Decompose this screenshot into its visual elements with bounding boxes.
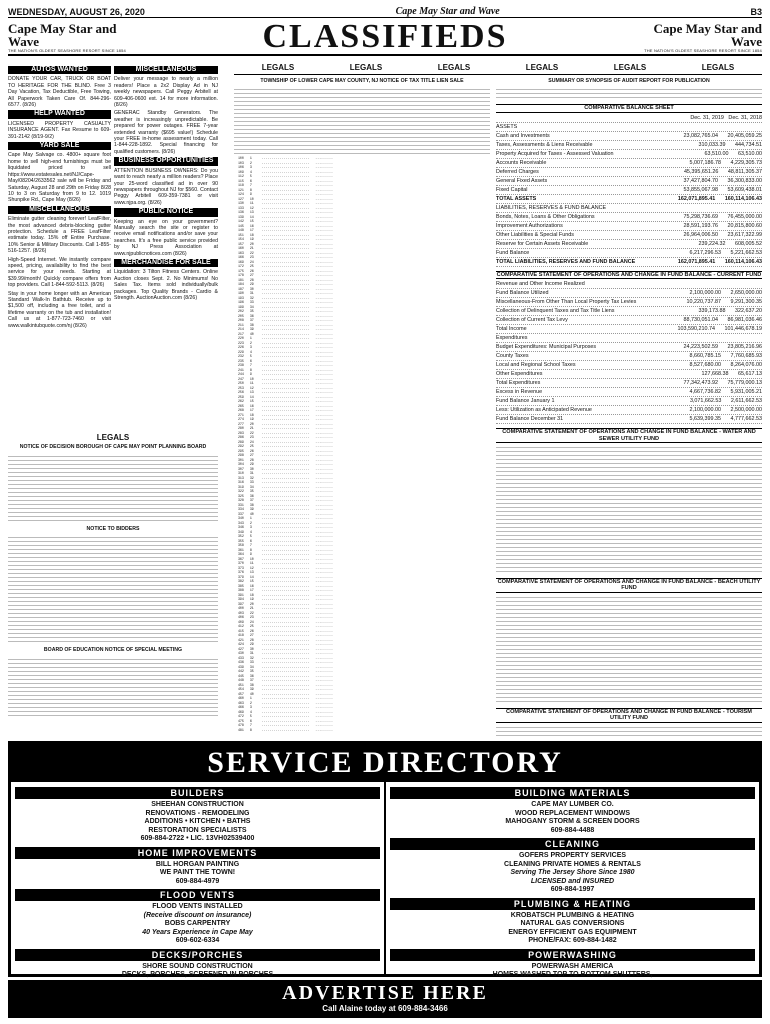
audit-row: [496, 361, 762, 370]
service-listing-line: FLOOD VENTS INSTALLED: [152, 903, 243, 910]
section-header-autos: AUTOS WANTED: [8, 66, 111, 74]
advertise-banner: [8, 980, 762, 1018]
ad-text: Cape May Salvage co. 4800+ square foot home to sell high-end furnishings must be liquidated priced to sell https://www.estatesales.net/NJ/Cape-May/08204/2633562 sale will be Friday and Saturday, August 28 and 29th on Friday 8/28 10 to 3 on Saturday from 9 to 12. 1019 Shunpike Rd., Cape May (8/26): [8, 152, 111, 204]
audit-value-2019: 26,964,006.50: [683, 231, 719, 238]
audit-value-2018: 9,291,300.35: [730, 299, 762, 306]
audit-value-2019: 8,527,680.00: [689, 362, 722, 369]
audit-row-label: Accounts Receivable: [496, 159, 547, 166]
audit-row: [496, 325, 762, 334]
legals-header-bar: [234, 63, 762, 75]
ad-text: Liquidation: 3 Tilton Fitness Centers. Online Auction closes Sept. 2. No Minimums! No Sales Tax. Items sold individually/bulk packages. Top Quality Brands - Cardio & Strength. AuctionAuction.com (8/26): [114, 269, 218, 301]
section-header-misc: MISCELLANEOUS: [8, 206, 111, 214]
audit-row-label: Improvement Authorizations: [496, 222, 563, 229]
audit-liability-rows: [496, 204, 762, 267]
audit-section-header: COMPARATIVE STATEMENT OF OPERATIONS AND CHANGE IN FUND BALANCE - TOURISM UTILITY FUND: [496, 708, 762, 723]
service-listing-line: LICENSED and INSURED: [530, 877, 615, 885]
audit-value-2018: 2,500,000.00: [730, 407, 762, 414]
service-listing-line: 609-884-2722 • LIC. 13VH02539400: [140, 835, 255, 842]
audit-row-label: Fund Balance: [496, 249, 530, 256]
audit-intro: [496, 86, 762, 100]
tax-lien-intro: [234, 86, 490, 156]
service-listing-line: ENERGY EFFICIENT GAS EQUIPMENT: [508, 928, 637, 936]
service-listing-line: PHONE/FAX: 609-884-1482: [528, 937, 617, 944]
audit-row-label: Collection of Current Tax Levy: [496, 317, 568, 324]
audit-row-label: Other Liabilities & Special Funds: [496, 231, 574, 238]
audit-row: [496, 132, 762, 141]
classified-column-2: [114, 64, 218, 424]
audit-value-2019: 5,639,399.35: [689, 416, 722, 423]
audit-value-2019: 63,510.00: [704, 150, 729, 157]
audit-row: [496, 204, 762, 213]
service-category-header: BUILDERS: [15, 787, 380, 799]
audit-row-label: Fund Balance January 1: [496, 398, 555, 405]
service-listing-line: 40 Years Experience in Cape May: [142, 928, 253, 936]
audit-value-2018: 48,811,305.37: [727, 168, 762, 175]
service-category-header: DECKS/PORCHES: [15, 949, 380, 961]
tax-lien-title: TOWNSHIP OF LOWER CAPE MAY COUNTY, NJ NOTICE OF TAX TITLE LIEN SALE: [260, 78, 464, 84]
service-listing-line: BILL HORGAN PAINTING: [155, 860, 240, 868]
audit-section-header: COMPARATIVE BALANCE SHEET: [496, 104, 762, 112]
audit-value-2018: 444,734.51: [735, 141, 762, 148]
audit-value-2018: 322,637.20: [735, 308, 762, 315]
audit-value-2018: 75,779,000.13: [727, 380, 762, 387]
audit-row-label: Revenue and Other Income Realized: [496, 281, 585, 288]
audit-row: [496, 379, 762, 388]
service-listing-line: BOBS CARPENTRY: [164, 920, 231, 927]
audit-row: [496, 415, 762, 424]
audit-value-2018: 5,221,662.53: [730, 249, 762, 256]
section-header-misc: MISCELLANEOUS: [114, 66, 218, 74]
service-category-header: FLOOD VENTS: [15, 889, 380, 901]
audit-value-2018: 4,229,305.73: [730, 159, 762, 166]
audit-water-sewer-block: [496, 444, 762, 574]
service-listing-line: CAPE MAY LUMBER CO.: [531, 801, 614, 808]
audit-row-label: Fund Balance Utilized: [496, 290, 549, 297]
audit-row: [496, 298, 762, 307]
audit-year-row: Dec. 31, 2019 Dec. 31, 2018: [496, 114, 762, 123]
audit-row: [496, 150, 762, 159]
audit-row: [496, 249, 762, 258]
audit-row-label: Taxes, Assessments & Liens Receivable: [496, 141, 593, 148]
audit-value-2019: 53,855,067.98: [683, 186, 719, 193]
audit-value-2018: 5,931,005.21: [730, 389, 762, 396]
audit-value-2019: 2,100,000.00: [689, 407, 722, 414]
audit-row: [496, 123, 762, 132]
legal-heading: NOTICE TO BIDDERS: [86, 525, 140, 532]
advertise-phone: Call Alaine today at 609-884-3466: [322, 1004, 448, 1013]
service-category-header: HOME IMPROVEMENTS: [15, 847, 380, 859]
section-header-public-notice: PUBLIC NOTICE: [114, 208, 218, 216]
audit-row: [496, 213, 762, 222]
service-listing-line: DECKS, PORCHES, SCREENED IN PORCHES: [121, 971, 274, 978]
audit-row-label: Less: Utilization as Anticipated Revenue: [496, 407, 592, 414]
audit-value-2018: 160,114,106.43: [724, 258, 762, 265]
audit-section-header: COMPARATIVE STATEMENT OF OPERATIONS AND CHANGE IN FUND BALANCE - WATER AND SEWER UTILITY FUND: [496, 428, 762, 443]
audit-value-2019: 2,100,000.00: [689, 290, 722, 297]
legals-label: LEGALS: [349, 63, 383, 72]
service-listing-line: CLEANING PRIVATE HOMES & RENTALS: [504, 860, 641, 868]
audit-value-2018: 23,805,216.96: [727, 344, 762, 351]
service-listing-line: 609-602-6334: [175, 937, 220, 944]
legal-text-block: [8, 656, 218, 716]
classified-column-1: [8, 64, 111, 424]
ad-text: LICENSED PROPERTY CASUALTY INSURANCE AGENT. Fax Resume to 609-391-2142 (8/19-9/2): [8, 120, 111, 140]
audit-row: [496, 388, 762, 397]
audit-title: SUMMARY OR SYNOPSIS OF AUDIT REPORT FOR PUBLICATION: [548, 78, 710, 84]
legals-label: LEGALS: [96, 433, 130, 442]
legals-label: LEGALS: [437, 63, 471, 72]
section-header-merchandise: MERCHANDISE FOR SALE: [114, 259, 218, 267]
page-number: B3: [750, 6, 762, 17]
audit-value-2019: 88,730,051.04: [683, 317, 719, 324]
audit-value-2018: 65,617.13: [738, 371, 762, 378]
audit-value-2018: 63,510.00: [738, 150, 762, 157]
service-listing-line: ADDITIONS • KITCHEN • BATHS: [144, 818, 251, 825]
audit-row-label: Collection of Delinquent Taxes and Tax Title Liens: [496, 308, 615, 315]
paper-name: Cape May Star and Wave: [395, 6, 500, 17]
audit-value-2019: 162,071,895.41: [677, 195, 716, 202]
ad-text: Keeping an eye on your government? Manually search the site or register to receive email notifications and/or save your searches. It's a free public service provided by NJ Press Association at www.njpublicnotices.com (8/26): [114, 218, 218, 257]
audit-value-2018: 2,650,000.00: [730, 290, 762, 297]
service-category-header: BUILDING MATERIALS: [390, 787, 755, 799]
audit-row-label: Other Expenditures: [496, 371, 543, 378]
audit-value-2019: 24,223,502.59: [683, 344, 719, 351]
service-listing-line: (Receive discount on insurance): [143, 911, 252, 919]
legal-text-block: [8, 534, 218, 644]
audit-value-2019: 162,071,895.41: [677, 258, 716, 265]
service-listing-line: Serving The Jersey Shore Since 1980: [510, 869, 635, 876]
audit-row-label: General Fixed Assets: [496, 177, 548, 184]
ad-text: GENERAC Standby Generators. The weather is increasingly unpredictable. Be prepared for power outages. FREE 7-year extended warranty ($695 value!) Schedule your FREE in-home assessment today. Call 1-844-228-1892. Special financing for qualified customers. (8/26): [114, 110, 218, 155]
audit-value-2018: 101,446,678.19: [724, 326, 762, 333]
audit-value-2019: 4,667,736.82: [689, 389, 722, 396]
audit-tourism-block: [496, 724, 762, 738]
audit-value-2019: 3,071,662.53: [689, 398, 722, 405]
service-directory: [8, 741, 762, 977]
audit-row-label: Total Expenditures: [496, 380, 541, 387]
audit-value-2018: 53,609,438.01: [727, 186, 762, 193]
audit-row-label: Total Income: [496, 326, 527, 333]
audit-row-label: TOTAL ASSETS: [496, 195, 537, 202]
page-header-bar: [8, 6, 762, 18]
legals-label: LEGALS: [701, 63, 735, 72]
service-listing-line: SHORE SOUND CONSTRUCTION: [142, 962, 253, 970]
audit-value-2019: 23,082,765.04: [683, 132, 719, 139]
service-listing-line: POWERWASH AMERICA: [531, 962, 614, 970]
audit-row: [496, 397, 762, 406]
service-listing-line: SHEEHAN CONSTRUCTION: [151, 801, 244, 808]
audit-row: [496, 168, 762, 177]
tax-lien-notice: [234, 78, 490, 738]
issue-date: WEDNESDAY, AUGUST 26, 2020: [8, 6, 145, 17]
audit-row-label: Excess in Revenue: [496, 389, 543, 396]
masthead-logo-right: Cape May Star and Wave THE NATION'S OLDEST SEASHORE RESORT SINCE 1854: [644, 20, 762, 53]
service-listing-line: 609-884-4979: [175, 877, 220, 885]
audit-beach-block: [496, 594, 762, 704]
service-category-header: POWERWASHING: [390, 949, 755, 961]
audit-row: [496, 141, 762, 150]
legals-label: LEGALS: [525, 63, 559, 72]
audit-row: [496, 343, 762, 352]
ad-text: Eliminate gutter cleaning forever! LeafFilter, the most advanced debris-blocking gutter protection. Schedule a FREE LeafFilter estimate today. 15% off Entire Purchase. 10% Senior & Military Discounts. Call 1-855-516-1257. (8/26): [8, 216, 111, 255]
audit-row-label: ASSETS: [496, 123, 518, 130]
masthead: [8, 20, 762, 56]
audit-row: [496, 231, 762, 240]
audit-row-label: LIABILITIES, RESERVES & FUND BALANCE: [496, 204, 607, 211]
audit-value-2019: 239,224.32: [698, 240, 726, 247]
audit-row-label: Budget Expenditures: Municipal Purposes: [496, 344, 597, 351]
audit-row-label: Local and Regional School Taxes: [496, 362, 576, 369]
audit-row-label: Expenditures: [496, 335, 528, 342]
audit-operations-rows: [496, 280, 762, 424]
page-title: CLASSIFIEDS: [262, 18, 508, 55]
service-listing-line: HOMES WASHED TOP TO BOTTOM SHUTTERS,: [492, 971, 653, 978]
audit-row: [496, 352, 762, 361]
audit-value-2018: 20,815,800.60: [727, 222, 762, 229]
audit-value-2019: 339,173.88: [698, 308, 726, 315]
audit-row: [496, 159, 762, 168]
service-category-header: PLUMBING & HEATING: [390, 898, 755, 910]
audit-row: [496, 307, 762, 316]
audit-row-label: TOTAL LIABILITIES, RESERVES AND FUND BALANCE: [496, 258, 636, 265]
service-directory-title: SERVICE DIRECTORY: [11, 744, 759, 782]
service-listing-line: RESTORATION SPECIALISTS: [148, 826, 247, 834]
tax-lien-table: 100 1 ........................ ......... 103 2 ........................ ......... 106 3 ........................ ......... 109 4 ........................ ......... 112 5 ........................ ......... 115 6 ........................ ......... 118 7 ........................ ......... 121 8 ........................ ......... 124 9 ........................ ......... 127 10 ........................ ......... 130 11 ........................ ......... 133 12 ........................ ......... 136 13 ........................ ......... 139 14 ........................ ......... 142 15 ........................ ......... 145 16 ........................ ......... 148 17 ........................ ......... 151 18 ........................ ......... 154 19 ........................ ......... 157 20 ........................ ......... 160 21 ........................ ......... 163 22 ........................ ......... 166 23 ........................ ......... 169 24 ........................ ......... 172 25 ........................ ......... 175 26 ........................ ......... 178 27 ........................ ......... 181 28 ........................ ......... 184 29 ........................ ......... 187 30 ........................ ......... 190 31 ........................ ......... 193 32 ........................ ......... 196 33 ........................ ......... 199 34 ........................ ......... 202 35 ........................ ......... 205 36 ........................ ......... 208 37 ........................ ......... 211 38 ........................ ......... 214 39 ........................ ......... 217 40 ........................ ......... 220 1 ........................ ......... 223 2 ........................ ......... 226 3 ........................ ......... 229 4 ........................ ......... 232 5 ........................ ......... 235 6 ........................ ......... 238 7 ........................ ......... 241 8 ........................ ......... 244 9 ........................ ......... 247 10 ........................ ......... 250 11 ........................ ......... 253 12 ........................ ......... 256 13 ........................ ......... 259 14 ........................ ......... 262 15 ........................ ......... 265 16 ........................ ......... 268 17 ........................ ......... 271 18 ........................ ......... 274 19 ........................ ......... 277 20 ........................ ......... 280 21 ........................ ......... 283 22 ........................ ......... 286 23 ........................ ......... 289 24 ........................ ......... 292 25 ........................ ......... 295 26 ........................ ......... 298 27 ........................ ......... 301 28 ........................ ......... 304 29 ........................ ......... 307 30 ........................ ......... 310 31 ........................ ......... 313 32 ........................ ......... 316 33 ........................ ......... 319 34 ........................ ......... 322 35 ........................ ......... 325 36 ........................ ......... 328 37 ........................ ......... 331 38 ........................ ......... 334 39 ........................ ......... 337 40 ........................ ......... 340 1 ........................ ......... 343 2 ........................ ......... 346 3 ........................ ......... 349 4 ........................ ......... 352 5 ........................ ......... 355 6 ........................ ......... 358 7 ........................ ......... 361 8 ........................ ......... 364 9 ........................ ......... 367 10 ........................ ......... 370 11 ........................ ......... 373 12 ........................ ......... 376 13 ........................ ......... 379 14 ........................ ......... 382 15 ........................ ......... 385 16 ........................ ......... 388 17 ........................ ......... 391 18 ........................ ......... 394 19 ........................ ......... 397 20 ........................ ......... 400 21 ........................ ......... 403 22 ........................ ......... 406 23 ........................ ......... 409 24 ........................ ......... 412 25 ........................ ......... 415 26 ........................ ......... 418 27 ........................ ......... 421 28 ........................ ......... 424 29 ........................ ......... 427 30 ........................ ......... 430 31 ........................ ......... 433 32 ........................ ......... 436 33 ........................ ......... 439 34 ........................ ......... 442 35 ........................ ......... 445 36 ........................ ......... 448 37 ........................ ......... 451 38 ........................ ......... 454 39 ........................ ......... 457 40 ........................ ......... 460 1 ........................ ......... 463 2 ........................ ......... 466 3 ........................ ......... 469 4 ........................ ......... 472 5 ........................ ......... 475 6 ........................ ......... 478 7 ........................ ......... 481 8 ........................ .........: [237, 156, 333, 732]
audit-row: [496, 280, 762, 289]
legal-heading: NOTICE OF DECISION BOROUGH OF CAPE MAY POINT PLANNING BOARD: [19, 444, 207, 451]
service-listing-line: 609-884-1997: [550, 886, 595, 893]
audit-value-2018: 160,114,106.43: [724, 195, 762, 202]
audit-row: [496, 289, 762, 298]
audit-value-2019: 310,033.39: [698, 141, 726, 148]
audit-row: [496, 316, 762, 325]
audit-row: [496, 195, 762, 204]
audit-row: [496, 370, 762, 379]
service-column-right: [386, 782, 759, 976]
audit-row: [496, 222, 762, 231]
audit-row-label: Fund Balance December 31: [496, 416, 564, 423]
audit-row: [496, 186, 762, 195]
ad-text: Deliver your message to nearly a million readers! Place a 2x2 Display Ad in NJ weekly newspapers. Call Peggy Arbitell at 609-406-0600 ext. 14 for more information. (8/26): [114, 76, 218, 109]
audit-row-label: Miscellaneous-From Other Than Local Property Tax Levies: [496, 299, 637, 306]
ad-text: High-Speed Internet. We instantly compare speed, pricing, availability to find the best service for your needs. Starting at $39.99/month! Quickly compare offers from top providers. Call 1-844-592-5113. (8/26): [8, 256, 111, 289]
audit-value-2018: 76,455,000.00: [727, 213, 762, 220]
advertise-title: ADVERTISE HERE: [282, 982, 488, 1004]
service-listing-line: WE PAINT THE TOWN!: [159, 869, 236, 876]
audit-value-2018: 86,981,036.46: [727, 317, 762, 324]
legal-text-block: [8, 453, 218, 523]
section-header-help: HELP WANTED: [8, 110, 111, 118]
ad-text: Stay in your home longer with an American Standard Walk-In Bathtub. Receive up to $1,500 off, including a free toilet, and a lifetime warranty on the tub and installation! Call us at 1-877-723-7460 or visit www.walkintubquote.com/nj (8/26): [8, 290, 111, 329]
legals-label: LEGALS: [261, 63, 295, 72]
service-category-header: CLEANING: [390, 838, 755, 850]
audit-value-2018: 2,611,662.53: [730, 398, 762, 405]
section-header-business: BUSINESS OPPORTUNITIES: [114, 157, 218, 165]
audit-value-2018: 36,300,833.00: [727, 177, 762, 184]
audit-row: [496, 240, 762, 249]
audit-row-label: Deferred Charges: [496, 168, 539, 175]
audit-value-2019: 28,591,193.76: [683, 222, 719, 229]
audit-value-2018: 608,005.52: [735, 240, 762, 247]
audit-value-2018: 7,760,685.93: [730, 353, 762, 360]
audit-report: [496, 78, 762, 738]
audit-value-2019: 8,660,785.15: [689, 353, 722, 360]
audit-row-label: Property Acquired for Taxes - Assessed Valuation: [496, 150, 614, 157]
legal-heading: BOARD OF EDUCATION NOTICE OF SPECIAL MEETING: [43, 647, 183, 654]
ad-text: ATTENTION BUSINESS OWNERS: Do you want to reach nearly a million readers? Place your 25-word classified ad in over 90 newspapers throughout NJ for $560. Contact Peggy Arbitell 609-359-7381 or visit www.njpa.org. (8/26): [114, 167, 218, 206]
service-listing-line: NATURAL GAS CONVERSIONS: [520, 920, 625, 927]
service-listing-line: KROBATSCH PLUMBING & HEATING: [510, 911, 635, 919]
service-listing-line: RENOVATIONS - REMODELING: [145, 809, 250, 817]
audit-section-header: COMPARATIVE STATEMENT OF OPERATIONS AND CHANGE IN FUND BALANCE - CURRENT FUND: [496, 271, 762, 278]
service-listing-line: 609-884-4488: [550, 826, 595, 834]
audit-value-2019: 103,590,210.74: [677, 326, 716, 333]
audit-balance-rows: [496, 123, 762, 204]
audit-value-2019: 5,007,186.78: [689, 159, 722, 166]
audit-row-label: Reserve for Certain Assets Receivable: [496, 240, 589, 247]
section-header-yard-sale: YARD SALE: [8, 142, 111, 150]
masthead-logo-left: Cape May Star and Wave THE NATION'S OLDEST SEASHORE RESORT SINCE 1854: [8, 20, 126, 53]
audit-value-2018: 20,405,059.25: [727, 132, 762, 139]
service-listing-line: MAHOGANY STORM & SCREEN DOORS: [505, 818, 640, 825]
audit-value-2019: 127,668.38: [701, 371, 729, 378]
legals-left-block: [8, 432, 218, 738]
audit-row-label: Bonds, Notes, Loans & Other Obligations: [496, 213, 595, 220]
audit-row: [496, 406, 762, 415]
audit-value-2019: 75,298,736.69: [683, 213, 719, 220]
audit-row-label: County Taxes: [496, 353, 529, 360]
audit-row: [496, 177, 762, 186]
ad-text: DONATE YOUR CAR, TRUCK OR BOAT TO HERITAGE FOR THE BLIND. Free 3 Day Vacation, Tax Deductible, Free Towing, All Paperwork Taken Care Of. 844-296-6577. (8/26): [8, 76, 111, 109]
audit-row: [496, 334, 762, 343]
audit-row-label: Cash and Investments: [496, 132, 550, 139]
audit-value-2018: 4,777,662.53: [730, 416, 762, 423]
audit-value-2019: 77,342,473.92: [683, 380, 719, 387]
audit-value-2019: 37,427,804.70: [683, 177, 719, 184]
service-listing-line: WOOD REPLACEMENT WINDOWS: [514, 809, 631, 817]
service-column-left: [11, 782, 386, 976]
service-listing-line: GOFERS PROPERTY SERVICES: [518, 852, 627, 859]
audit-value-2018: 8,264,076.00: [730, 362, 762, 369]
audit-value-2018: 23,617,322.99: [727, 231, 762, 238]
audit-row-label: Fixed Capital: [496, 186, 528, 193]
legals-label: LEGALS: [613, 63, 647, 72]
audit-section-header: COMPARATIVE STATEMENT OF OPERATIONS AND CHANGE IN FUND BALANCE - BEACH UTILITY FUND: [497, 579, 761, 592]
audit-row: [496, 258, 762, 267]
audit-value-2019: 45,395,651.26: [683, 168, 719, 175]
audit-value-2019: 10,220,737.87: [686, 299, 722, 306]
audit-value-2019: 6,217,296.53: [689, 249, 722, 256]
